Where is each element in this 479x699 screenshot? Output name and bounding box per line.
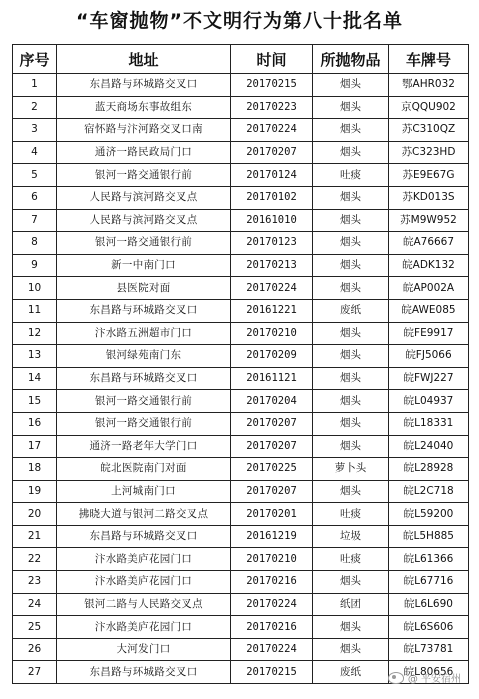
cell-time: 20170102 — [231, 186, 313, 209]
cell-time: 20161219 — [231, 525, 313, 548]
cell-time: 20170225 — [231, 458, 313, 481]
cell-index: 18 — [13, 458, 57, 481]
cell-index: 7 — [13, 209, 57, 232]
table-row — [13, 277, 469, 300]
cell-time: 20170213 — [231, 254, 313, 277]
cell-address: 人民路与滨河路交叉点 — [57, 209, 231, 232]
cell-address: 汴水路美庐花园门口 — [57, 616, 231, 639]
cell-index: 26 — [13, 638, 57, 661]
table-row — [13, 186, 469, 209]
cell-index: 3 — [13, 119, 57, 142]
cell-index: 23 — [13, 571, 57, 594]
weibo-icon — [388, 672, 404, 684]
cell-item: 垃圾 — [313, 525, 389, 548]
cell-time: 20170209 — [231, 345, 313, 368]
table-header-row — [13, 45, 469, 74]
cell-index: 10 — [13, 277, 57, 300]
cell-plate: 皖L59200 — [389, 503, 469, 526]
table-row — [13, 390, 469, 413]
table-body — [13, 74, 469, 684]
cell-plate: 皖L6L690 — [389, 593, 469, 616]
cell-address: 东昌路与环城路交叉口 — [57, 525, 231, 548]
cell-index: 25 — [13, 616, 57, 639]
cell-item: 烟头 — [313, 119, 389, 142]
cell-address: 银河二路与人民路交叉点 — [57, 593, 231, 616]
header-time: 时间 — [231, 45, 313, 74]
cell-item: 吐痰 — [313, 164, 389, 187]
cell-plate: 皖L67716 — [389, 571, 469, 594]
cell-index: 5 — [13, 164, 57, 187]
cell-plate: 皖L6S606 — [389, 616, 469, 639]
cell-index: 11 — [13, 299, 57, 322]
cell-plate: 鄂AHR032 — [389, 74, 469, 97]
cell-plate: 皖L24040 — [389, 435, 469, 458]
cell-plate: 皖FJ5066 — [389, 345, 469, 368]
cell-index: 4 — [13, 141, 57, 164]
header-item: 所抛物品 — [313, 45, 389, 74]
table-row — [13, 412, 469, 435]
cell-index: 22 — [13, 548, 57, 571]
cell-plate: 皖AWE085 — [389, 299, 469, 322]
cell-plate: 皖L73781 — [389, 638, 469, 661]
table-row — [13, 141, 469, 164]
table-row — [13, 458, 469, 481]
table-row — [13, 209, 469, 232]
cell-address: 汴水路美庐花园门口 — [57, 548, 231, 571]
cell-index: 15 — [13, 390, 57, 413]
cell-time: 20170223 — [231, 96, 313, 119]
cell-plate: 皖FE9917 — [389, 322, 469, 345]
cell-time: 20170204 — [231, 390, 313, 413]
header-address: 地址 — [57, 45, 231, 74]
cell-plate: 皖ADK132 — [389, 254, 469, 277]
cell-item: 烟头 — [313, 480, 389, 503]
page-title: “车窗抛物”不文明行为第八十批名单 — [76, 10, 403, 32]
cell-address: 上河城南门口 — [57, 480, 231, 503]
cell-index: 13 — [13, 345, 57, 368]
cell-address: 汴水路美庐花园门口 — [57, 571, 231, 594]
header-plate: 车牌号 — [389, 45, 469, 74]
cell-item: 烟头 — [313, 209, 389, 232]
cell-time: 20170207 — [231, 412, 313, 435]
cell-item: 烟头 — [313, 141, 389, 164]
cell-item: 废纸 — [313, 661, 389, 684]
cell-plate: 苏C310QZ — [389, 119, 469, 142]
cell-plate: 皖FWJ227 — [389, 367, 469, 390]
table-row — [13, 164, 469, 187]
table-row — [13, 480, 469, 503]
cell-address: 人民路与滨河路交叉点 — [57, 186, 231, 209]
cell-address: 县医院对面 — [57, 277, 231, 300]
cell-plate: 皖L61366 — [389, 548, 469, 571]
cell-time: 20170210 — [231, 548, 313, 571]
cell-address: 蓝天商场东事故组东 — [57, 96, 231, 119]
table-row — [13, 367, 469, 390]
table-row — [13, 74, 469, 97]
cell-index: 19 — [13, 480, 57, 503]
cell-item: 废纸 — [313, 299, 389, 322]
cell-index: 21 — [13, 525, 57, 548]
cell-address: 拂晓大道与银河二路交叉点 — [57, 503, 231, 526]
cell-address: 东昌路与环城路交叉口 — [57, 367, 231, 390]
cell-index: 16 — [13, 412, 57, 435]
cell-plate: 皖L28928 — [389, 458, 469, 481]
cell-item: 烟头 — [313, 390, 389, 413]
cell-index: 12 — [13, 322, 57, 345]
cell-index: 2 — [13, 96, 57, 119]
cell-time: 20170216 — [231, 616, 313, 639]
cell-plate: 苏KD013S — [389, 186, 469, 209]
table-row — [13, 232, 469, 255]
table-row — [13, 593, 469, 616]
cell-item: 烟头 — [313, 412, 389, 435]
cell-item: 萝卜头 — [313, 458, 389, 481]
cell-item: 烟头 — [313, 254, 389, 277]
cell-time: 20170224 — [231, 119, 313, 142]
cell-address: 大河发门口 — [57, 638, 231, 661]
cell-index: 24 — [13, 593, 57, 616]
cell-time: 20170216 — [231, 571, 313, 594]
cell-address: 宿怀路与汴河路交叉口南 — [57, 119, 231, 142]
cell-plate: 苏M9W952 — [389, 209, 469, 232]
cell-time: 20170207 — [231, 435, 313, 458]
cell-address: 新一中南门口 — [57, 254, 231, 277]
cell-time: 20170215 — [231, 661, 313, 684]
cell-plate: 皖L5H885 — [389, 525, 469, 548]
cell-item: 纸团 — [313, 593, 389, 616]
cell-index: 14 — [13, 367, 57, 390]
cell-plate: 苏C323HD — [389, 141, 469, 164]
cell-address: 东昌路与环城路交叉口 — [57, 74, 231, 97]
cell-address: 银河一路交通银行前 — [57, 412, 231, 435]
cell-time: 20170224 — [231, 277, 313, 300]
cell-index: 9 — [13, 254, 57, 277]
cell-time: 20161010 — [231, 209, 313, 232]
cell-plate: 皖A76667 — [389, 232, 469, 255]
cell-item: 烟头 — [313, 638, 389, 661]
table-row — [13, 254, 469, 277]
cell-time: 20170210 — [231, 322, 313, 345]
cell-address: 通济一路民政局门口 — [57, 141, 231, 164]
cell-time: 20161121 — [231, 367, 313, 390]
cell-item: 烟头 — [313, 571, 389, 594]
cell-time: 20170207 — [231, 480, 313, 503]
table-row — [13, 616, 469, 639]
cell-index: 6 — [13, 186, 57, 209]
cell-item: 烟头 — [313, 232, 389, 255]
watermark-text: @ 平安宿州 — [407, 674, 461, 685]
cell-item: 烟头 — [313, 435, 389, 458]
cell-plate: 皖L80656 — [389, 661, 469, 684]
cell-time: 20170123 — [231, 232, 313, 255]
cell-index: 20 — [13, 503, 57, 526]
watermark — [388, 670, 461, 685]
cell-address: 皖北医院南门对面 — [57, 458, 231, 481]
cell-address: 东昌路与环城路交叉口 — [57, 661, 231, 684]
header-index: 序号 — [13, 45, 57, 74]
cell-address: 银河绿苑南门东 — [57, 345, 231, 368]
cell-plate: 苏E9E67G — [389, 164, 469, 187]
cell-time: 20161221 — [231, 299, 313, 322]
cell-item: 烟头 — [313, 322, 389, 345]
cell-item: 吐痰 — [313, 548, 389, 571]
cell-index: 27 — [13, 661, 57, 684]
cell-item: 烟头 — [313, 367, 389, 390]
table-row — [13, 345, 469, 368]
cell-item: 烟头 — [313, 186, 389, 209]
table-row — [13, 299, 469, 322]
table-row — [13, 119, 469, 142]
cell-time: 20170201 — [231, 503, 313, 526]
cell-index: 1 — [13, 74, 57, 97]
cell-item: 烟头 — [313, 277, 389, 300]
cell-time: 20170124 — [231, 164, 313, 187]
cell-plate: 皖L18331 — [389, 412, 469, 435]
cell-plate: 京QQU902 — [389, 96, 469, 119]
cell-plate: 皖AP002A — [389, 277, 469, 300]
cell-address: 汴水路五洲超市门口 — [57, 322, 231, 345]
table-row — [13, 548, 469, 571]
cell-address: 东昌路与环城路交叉口 — [57, 299, 231, 322]
cell-time: 20170215 — [231, 74, 313, 97]
cell-address: 银河一路交通银行前 — [57, 232, 231, 255]
cell-address: 银河一路交通银行前 — [57, 164, 231, 187]
table-row — [13, 638, 469, 661]
cell-index: 8 — [13, 232, 57, 255]
cell-item: 烟头 — [313, 74, 389, 97]
cell-time: 20170224 — [231, 593, 313, 616]
table-row — [13, 435, 469, 458]
cell-item: 烟头 — [313, 616, 389, 639]
table-row — [13, 96, 469, 119]
cell-item: 烟头 — [313, 345, 389, 368]
cell-address: 银河一路交通银行前 — [57, 390, 231, 413]
cell-address: 通济一路老年大学门口 — [57, 435, 231, 458]
cell-plate: 皖L04937 — [389, 390, 469, 413]
cell-time: 20170224 — [231, 638, 313, 661]
cell-item: 烟头 — [313, 96, 389, 119]
cell-plate: 皖L2C718 — [389, 480, 469, 503]
table-row — [13, 503, 469, 526]
table-row — [13, 322, 469, 345]
offender-table — [12, 44, 469, 684]
cell-time: 20170207 — [231, 141, 313, 164]
table-row — [13, 571, 469, 594]
cell-index: 17 — [13, 435, 57, 458]
cell-item: 吐痰 — [313, 503, 389, 526]
table-row — [13, 525, 469, 548]
